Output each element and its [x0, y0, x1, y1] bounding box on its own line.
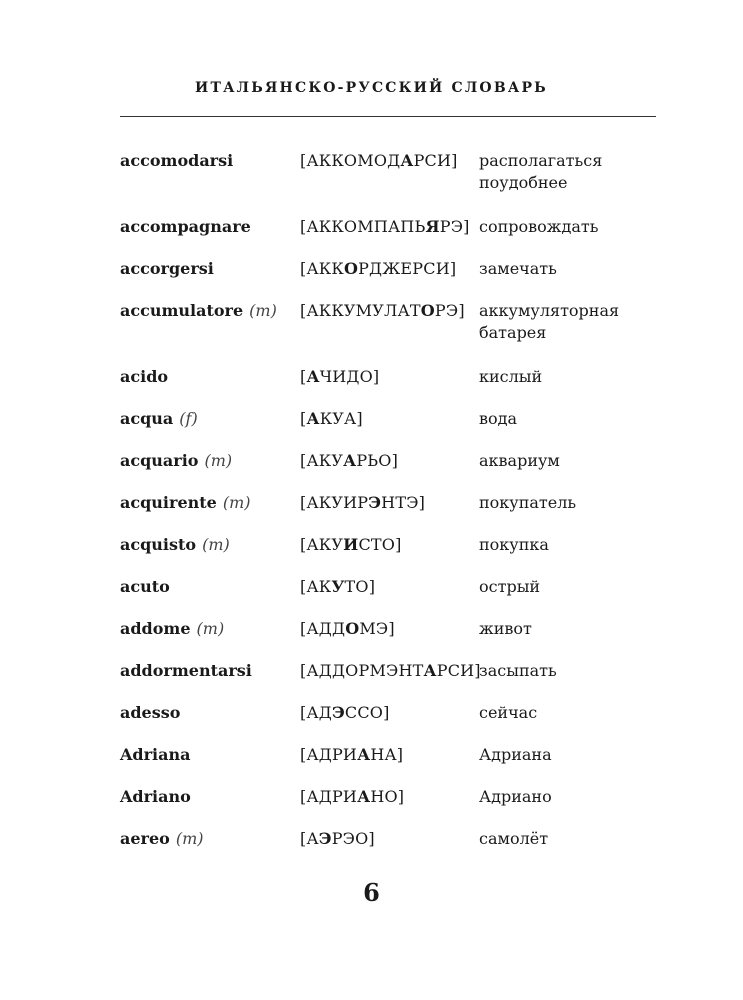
entry-word	[120, 408, 295, 430]
transcription-part: СТО]	[358, 535, 402, 554]
entry-gender: (m)	[202, 535, 230, 554]
entry-meaning	[479, 576, 659, 598]
entry-transcription	[300, 300, 478, 322]
entry-word	[120, 534, 295, 556]
stressed-letter: А	[400, 151, 414, 170]
entry-meaning	[479, 450, 659, 472]
entry-word	[120, 216, 295, 238]
transcription-part: ЧИДО]	[319, 367, 380, 386]
entry-word	[120, 576, 295, 598]
entry-meaning	[479, 828, 659, 850]
entry-word-text: adesso	[120, 703, 181, 722]
transcription-part: РДЖЕРСИ]	[358, 259, 457, 278]
entry-gender: (m)	[222, 493, 251, 512]
entry-word	[120, 660, 295, 682]
transcription-part: [АКУ	[300, 535, 344, 554]
entry-word-text: Adriano	[120, 787, 191, 806]
entry-transcription	[300, 408, 478, 430]
stressed-letter: А	[357, 787, 371, 806]
entry-word-text: aereo	[120, 829, 170, 848]
entry-word	[120, 702, 295, 724]
entry-word-text: acuto	[120, 577, 170, 596]
transcription-part: РЭО]	[331, 829, 375, 848]
entry-transcription	[300, 618, 478, 640]
entry-word-text: addome	[120, 619, 191, 638]
entry-meaning	[479, 300, 659, 344]
entry-meaning	[479, 492, 659, 514]
entry-transcription	[300, 534, 478, 556]
stressed-letter: О	[345, 619, 360, 638]
entry-word-text: accumulatore	[120, 301, 244, 320]
entry-transcription	[300, 258, 478, 280]
entry-meaning	[479, 216, 659, 238]
transcription-part: ТО]	[344, 577, 376, 596]
entry-gender: (m)	[204, 451, 233, 470]
meaning-line: кислый	[479, 367, 543, 386]
entry-transcription	[300, 492, 478, 514]
entry-transcription	[300, 828, 478, 850]
entry-meaning	[479, 258, 659, 280]
transcription-part: РЬО]	[356, 451, 399, 470]
meaning-line: поудобнее	[479, 173, 568, 192]
stressed-letter: У	[331, 577, 345, 596]
meaning-line: Адриана	[479, 745, 552, 764]
entry-word-text: acquisto	[120, 535, 197, 554]
entry-word	[120, 828, 295, 850]
entry-word-text: accorgersi	[120, 259, 214, 278]
entry-word	[120, 786, 295, 808]
transcription-part: [	[300, 409, 307, 428]
meaning-line: батарея	[479, 323, 547, 342]
meaning-line: сопровождать	[479, 217, 599, 236]
entry-word	[120, 258, 295, 280]
entry-word	[120, 300, 295, 322]
entry-gender: (m)	[196, 619, 225, 638]
transcription-part: [АКК	[300, 259, 344, 278]
transcription-part: РСИ]	[436, 661, 481, 680]
stressed-letter: А	[343, 451, 357, 470]
transcription-part: РЭ]	[439, 217, 470, 236]
entry-meaning	[479, 150, 659, 194]
transcription-part: НТЭ]	[381, 493, 426, 512]
entry-transcription	[300, 576, 478, 598]
stressed-letter: О	[343, 259, 359, 278]
transcription-part: РСИ]	[413, 151, 458, 170]
transcription-part: НО]	[370, 787, 405, 806]
entry-word-text: acquirente	[120, 493, 217, 512]
entry-meaning	[479, 618, 659, 640]
meaning-line: вода	[479, 409, 518, 428]
meaning-line: располагаться	[479, 151, 603, 170]
entry-transcription	[300, 786, 478, 808]
entry-meaning	[479, 744, 659, 766]
entry-word-text: acido	[120, 367, 169, 386]
stressed-letter: А	[357, 745, 371, 764]
meaning-line: покупатель	[479, 493, 577, 512]
entry-meaning	[479, 702, 659, 724]
entry-word-text: Adriana	[120, 745, 191, 764]
transcription-part: [АКУИР	[300, 493, 369, 512]
meaning-line: замечать	[479, 259, 557, 278]
stressed-letter: Э	[318, 829, 332, 848]
entry-meaning	[479, 786, 659, 808]
meaning-line: покупка	[479, 535, 549, 554]
transcription-part: [АККОМПАПЬ	[300, 217, 426, 236]
entry-meaning	[479, 660, 659, 682]
meaning-line: живот	[479, 619, 532, 638]
transcription-part: [АДРИ	[300, 745, 358, 764]
entry-meaning	[479, 534, 659, 556]
transcription-part: РЭ]	[434, 301, 465, 320]
stressed-letter: А	[306, 409, 320, 428]
running-header: ИТАЛЬЯНСКО-РУССКИЙ СЛОВАРЬ	[195, 80, 548, 96]
stressed-letter: И	[343, 535, 359, 554]
entry-meaning	[479, 366, 659, 388]
meaning-line: сейчас	[479, 703, 538, 722]
transcription-part: [АККОМОД	[300, 151, 401, 170]
entry-transcription	[300, 744, 478, 766]
meaning-line: острый	[479, 577, 541, 596]
entry-transcription	[300, 660, 481, 682]
transcription-part: [АД	[300, 703, 332, 722]
transcription-part: КУА]	[319, 409, 363, 428]
entry-transcription	[300, 366, 478, 388]
entry-meaning	[479, 408, 659, 430]
transcription-part: [АК	[300, 577, 332, 596]
entry-word	[120, 366, 295, 388]
meaning-line: засыпать	[479, 661, 557, 680]
entry-word	[120, 744, 295, 766]
stressed-letter: Э	[368, 493, 382, 512]
stressed-letter: Я	[425, 217, 440, 236]
entry-transcription	[300, 450, 478, 472]
transcription-part: МЭ]	[359, 619, 395, 638]
header-rule	[120, 116, 656, 117]
stressed-letter: А	[423, 661, 437, 680]
transcription-part: [АКУ	[300, 451, 344, 470]
transcription-part: [АДРИ	[300, 787, 358, 806]
entry-transcription	[300, 150, 478, 172]
entry-word-text: acqua	[120, 409, 174, 428]
stressed-letter: Э	[331, 703, 345, 722]
entry-transcription	[300, 216, 478, 238]
meaning-line: аквариум	[479, 451, 560, 470]
transcription-part: ССО]	[344, 703, 390, 722]
entry-word	[120, 150, 295, 172]
stressed-letter: О	[420, 301, 435, 320]
transcription-part: [	[300, 367, 307, 386]
page-number: 6	[363, 878, 380, 907]
transcription-part: НА]	[370, 745, 404, 764]
meaning-line: аккумуляторная	[479, 301, 620, 320]
entry-gender: (f)	[179, 409, 198, 428]
entry-word	[120, 450, 295, 472]
meaning-line: самолёт	[479, 829, 549, 848]
meaning-line: Адриано	[479, 787, 552, 806]
entry-word-text: accomodarsi	[120, 151, 234, 170]
transcription-part: [А	[300, 829, 319, 848]
entry-word	[120, 492, 295, 514]
entry-word-text: addormentarsi	[120, 661, 252, 680]
entry-gender: (m)	[175, 829, 204, 848]
entry-word-text: accompagnare	[120, 217, 251, 236]
entry-word	[120, 618, 295, 640]
entry-transcription	[300, 702, 478, 724]
transcription-part: [АККУМУЛАТ	[300, 301, 421, 320]
entry-gender: (m)	[249, 301, 277, 320]
transcription-part: [АДД	[300, 619, 346, 638]
stressed-letter: А	[306, 367, 320, 386]
transcription-part: [АДДОРМЭНТ	[300, 661, 424, 680]
entry-word-text: acquario	[120, 451, 199, 470]
